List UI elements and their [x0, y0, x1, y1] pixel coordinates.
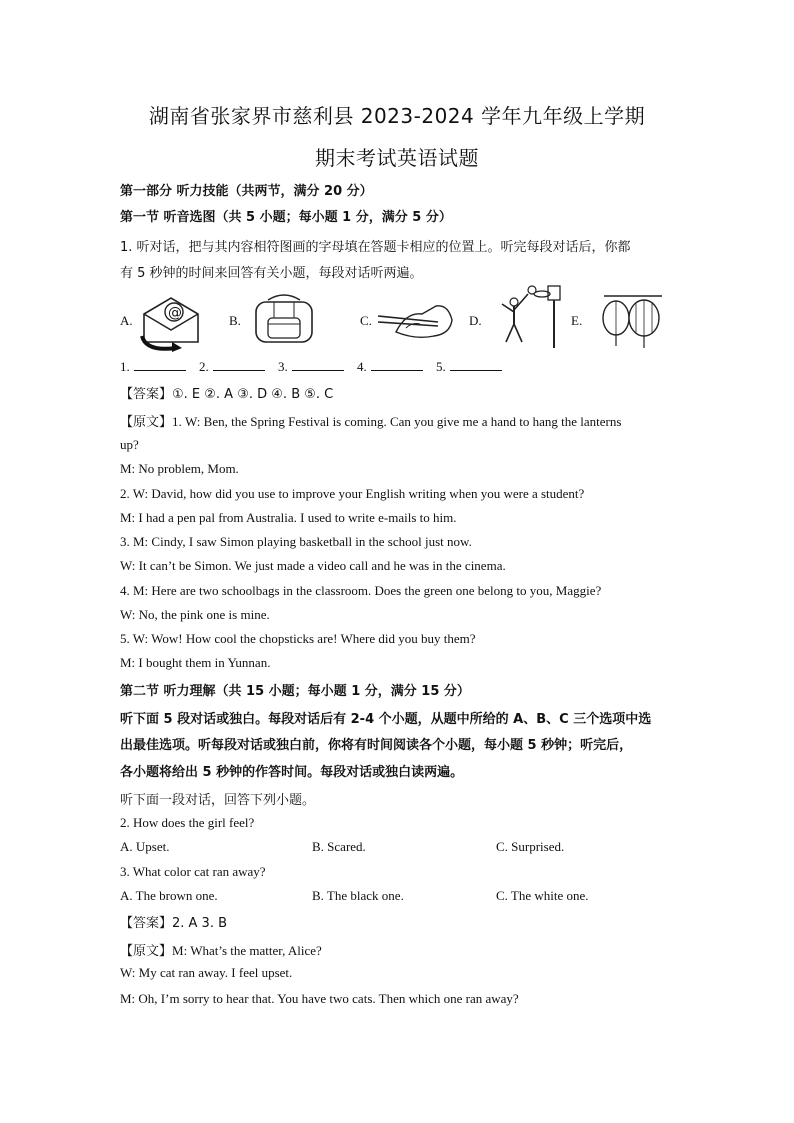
schoolbag-icon — [246, 292, 322, 348]
blank-5[interactable] — [450, 358, 502, 371]
blank-3[interactable] — [292, 358, 344, 371]
title-line-1: 湖南省张家界市慈利县 2023-2024 学年九年级上学期 — [148, 104, 646, 128]
transcript2-line-3: M: Oh, I’m sorry to hear that. You have two cats. Then which one ran away? — [120, 991, 519, 1006]
transcript1-line-5: 3. M: Cindy, I saw Simon playing basketball in the school just now. — [120, 534, 472, 549]
picture-label-e: E. — [571, 313, 583, 328]
basketball-icon — [492, 280, 572, 350]
lantern-icon — [598, 288, 666, 350]
instruction-line-2: 有 5 秒钟的时间来回答有关小题，每段对话听两遍。 — [120, 266, 423, 281]
q2-option-a[interactable]: A. Upset. — [120, 839, 170, 854]
transcript1-line-1: 【原文】1. W: Ben, the Spring Festival is coming. Can you give me a hand to hang the lanterns — [120, 414, 622, 430]
transcript1-line-2: M: No problem, Mom. — [120, 461, 239, 476]
transcript1-line-10: M: I bought them in Yunnan. — [120, 655, 271, 670]
blank-2[interactable] — [213, 358, 265, 371]
answer-1: 【答案】①. E ②. A ③. D ④. B ⑤. C — [120, 387, 334, 402]
transcript1-line-6: W: It can’t be Simon. We just made a video call and he was in the cinema. — [120, 558, 506, 573]
answer-2: 【答案】2. A 3. B — [120, 916, 228, 931]
section2-instruction-3: 各小题将给出 5 秒钟的作答时间。每段对话或独白读两遍。 — [120, 765, 464, 780]
answer-blanks: 1. 2. 3. 4. 5. — [120, 358, 512, 375]
picture-label-b: B. — [229, 313, 241, 328]
title-line-2: 期末考试英语试题 — [315, 146, 479, 170]
transcript1-line-8: W: No, the pink one is mine. — [120, 607, 270, 622]
picture-label-c: C. — [360, 313, 372, 328]
section2-instruction-1: 听下面 5 段对话或独白。每段对话后有 2-4 个小题，从题中所给的 A、B、C 三个选项中选 — [120, 712, 652, 727]
q3-option-c[interactable]: C. The white one. — [496, 888, 589, 903]
section2-heading: 第二节 听力理解（共 15 小题；每小题 1 分，满分 15 分） — [120, 684, 470, 699]
transcript2-line-1: 【原文】M: What’s the matter, Alice? — [120, 943, 322, 959]
part1-heading: 第一部分 听力技能（共两节，满分 20 分） — [120, 184, 373, 199]
question-3: 3. What color cat ran away? — [120, 864, 266, 879]
picture-label-d: D. — [469, 313, 482, 328]
q2-option-c[interactable]: C. Surprised. — [496, 839, 565, 854]
transcript1-line-4: M: I had a pen pal from Australia. I used to write e-mails to him. — [120, 510, 457, 525]
section2-instruction-2: 出最佳选项。听每段对话或独白前，你将有时间阅读各个小题，每小题 5 秒钟；听完后， — [120, 738, 633, 753]
section2-lead: 听下面一段对话，回答下列小题。 — [120, 793, 316, 808]
transcript1-line-1b: up? — [120, 437, 139, 452]
transcript1-line-7: 4. M: Here are two schoolbags in the classroom. Does the green one belong to you, Maggie? — [120, 583, 602, 598]
transcript1-line-9: 5. W: Wow! How cool the chopsticks are! Where did you buy them? — [120, 631, 476, 646]
q2-option-b[interactable]: B. Scared. — [312, 839, 366, 854]
picture-label-a: A. — [120, 313, 133, 328]
question-2: 2. How does the girl feel? — [120, 815, 255, 830]
svg-text:@: @ — [168, 305, 182, 321]
section1-heading: 第一节 听音选图（共 5 小题；每小题 1 分，满分 5 分） — [120, 210, 452, 225]
transcript2-line-2: W: My cat ran away. I feel upset. — [120, 965, 293, 980]
blank-1[interactable] — [134, 358, 186, 371]
email-icon — [136, 292, 206, 352]
blank-4[interactable] — [371, 358, 423, 371]
instruction-line-1: 1. 听对话，把与其内容相符图画的字母填在答题卡相应的位置上。听完每段对话后，你都 — [120, 240, 631, 255]
q3-option-a[interactable]: A. The brown one. — [120, 888, 218, 903]
q3-option-b[interactable]: B. The black one. — [312, 888, 404, 903]
transcript1-line-3: 2. W: David, how did you use to improve your English writing when you were a student? — [120, 486, 585, 501]
chopsticks-icon — [376, 292, 460, 342]
